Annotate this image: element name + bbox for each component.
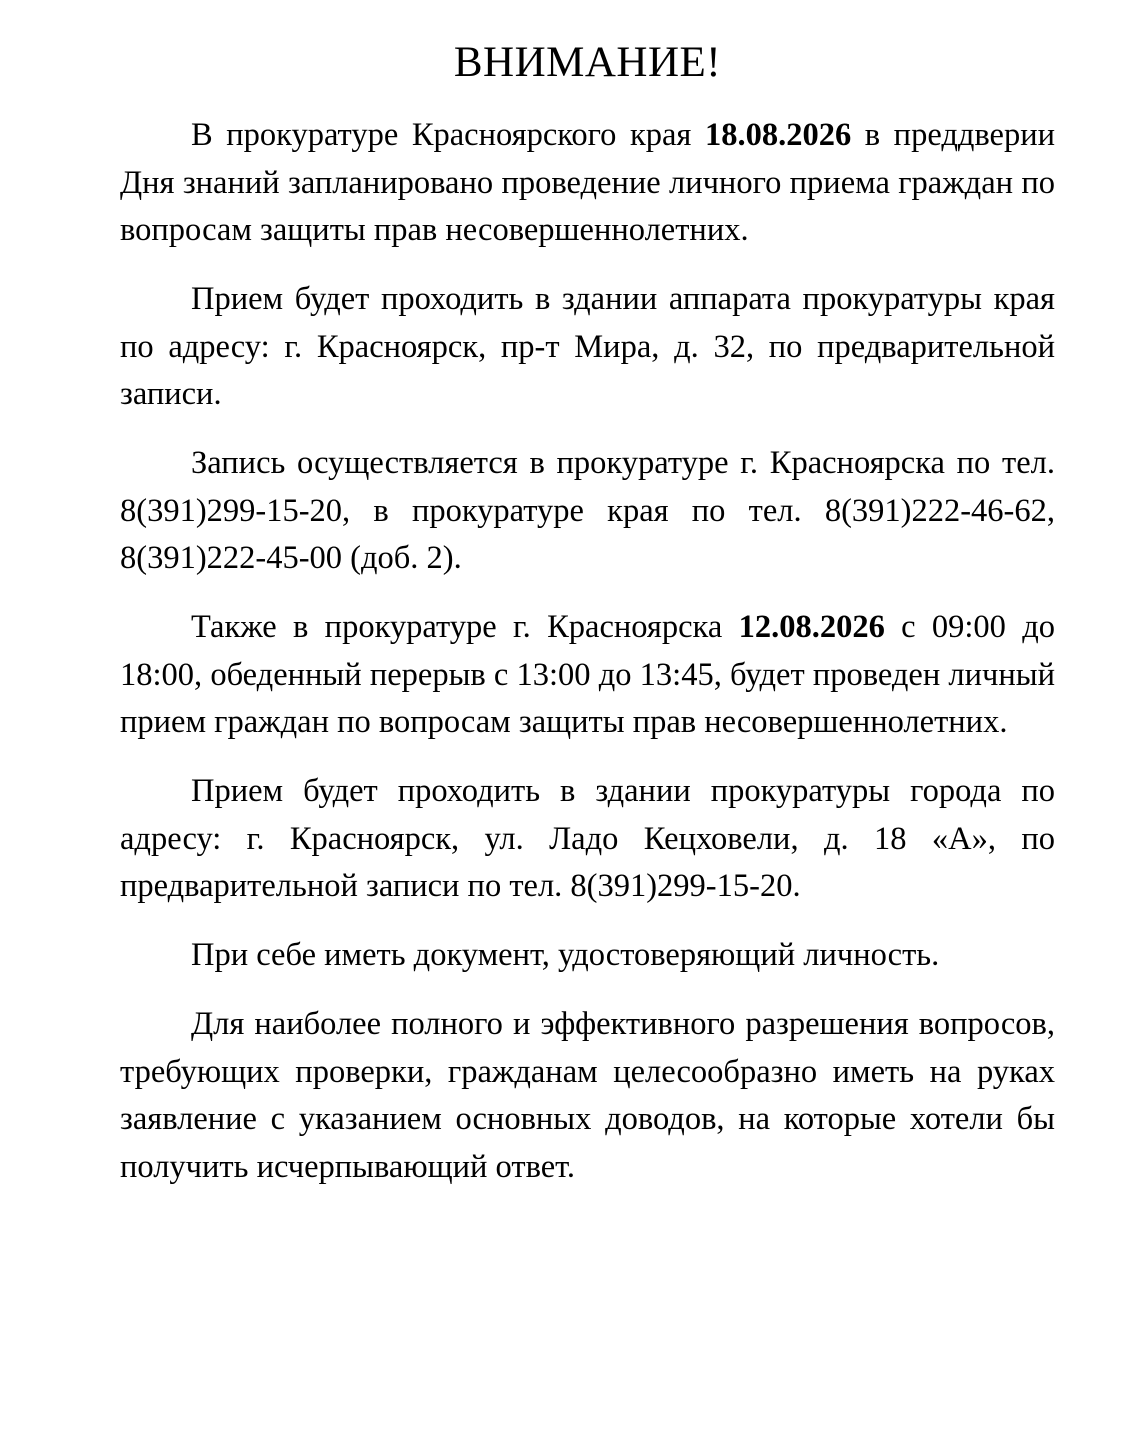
paragraph-city-address: Прием будет проходить в здании прокуратуры города по адресу: г. Красноярск, ул. Ладо Кецховели, д. 18 «А», по предварительной записи по тел. 8(391)299-15-20.: [120, 773, 1055, 905]
paragraph-reception-announcement: [120, 112, 1055, 255]
notice-title: ВНИМАНИЕ!: [453, 39, 722, 86]
paragraph-text: с 09:00 до 18:00, обеденный перерыв с 13:00 до 13:45, будет проведен личный прием граждан по вопросам защиты прав несовершеннолетних.: [120, 609, 1055, 741]
paragraph-application-advice: Для наиболее полного и эффективного разрешения вопросов, требующих проверки, гражданам целесообразно иметь на руках заявление с указанием основных доводов, на которые хотели бы получить исчерпывающий ответ.: [120, 1006, 1055, 1185]
reception-date-regional: 18.08.2026: [704, 117, 852, 153]
paragraph-city-reception: [120, 604, 1055, 747]
paragraph-regional-address: Прием будет проходить в здании аппарата прокуратуры края по адресу: г. Красноярск, пр-т Мира, д. 32, по предварительной записи.: [120, 281, 1055, 413]
paragraph-registration-phones: Запись осуществляется в прокуратуре г. Красноярска по тел. 8(391)299-15-20, в прокуратуре края по тел. 8(391)222-46-62, 8(391)222-45-00 (доб. 2).: [120, 445, 1055, 577]
paragraph-text: В прокуратуре Красноярского края: [191, 117, 705, 153]
reception-date-city: 12.08.2026: [738, 609, 885, 645]
paragraph-text: Также в прокуратуре г. Красноярска: [191, 609, 739, 645]
paragraph-text: в преддверии Дня знаний запланировано проведение личного приема граждан по вопросам защиты прав несовершеннолетних.: [120, 117, 1056, 249]
paragraph-id-document: При себе иметь документ, удостоверяющий личность.: [191, 937, 940, 973]
